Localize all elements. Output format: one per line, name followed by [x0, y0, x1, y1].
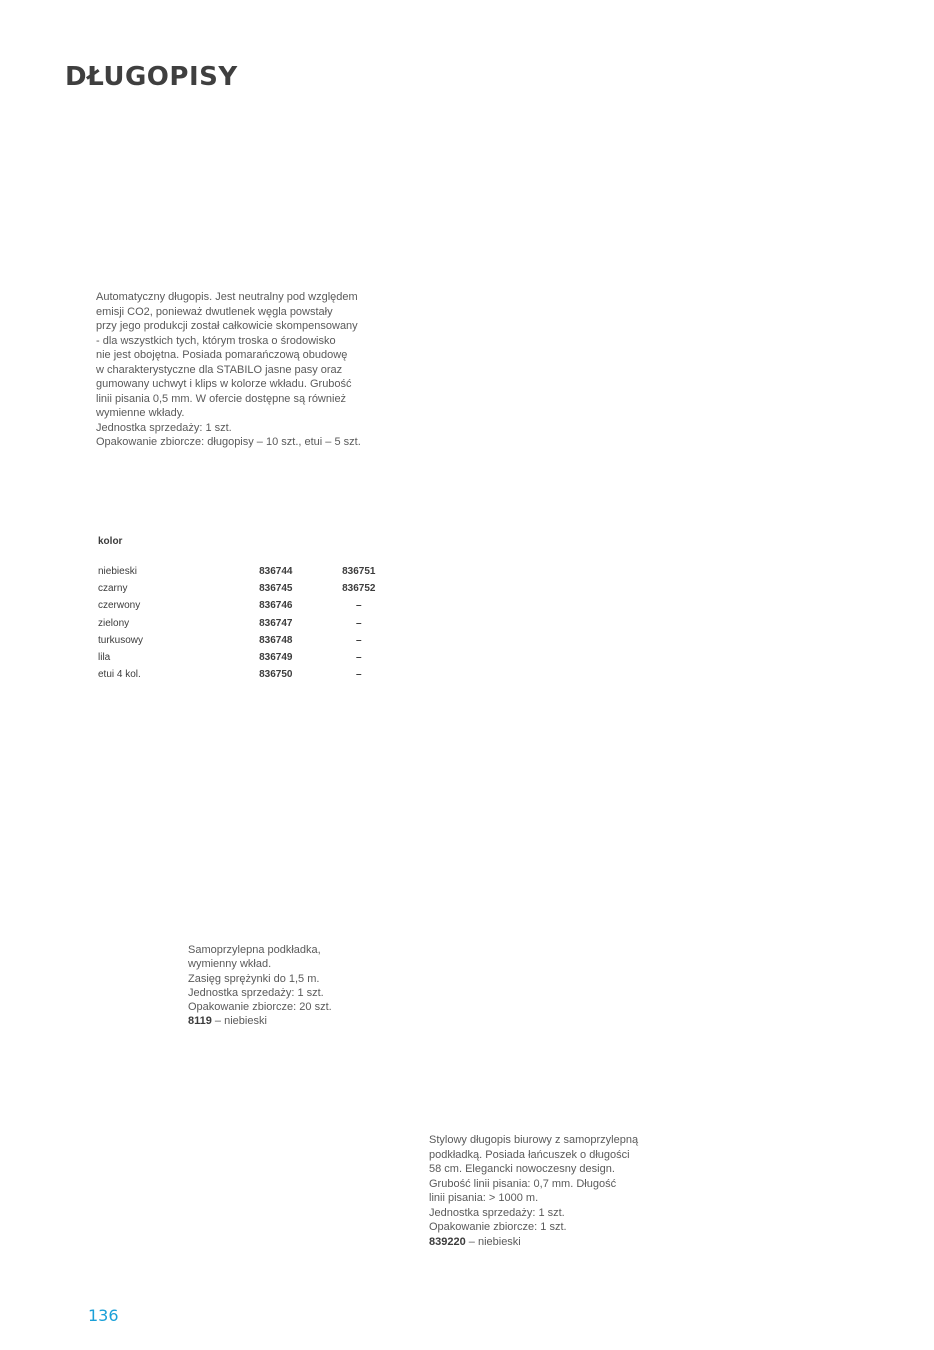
product-code: 8119	[188, 1015, 212, 1028]
refill-code: –	[356, 600, 362, 612]
description-line: przy jego produkcji został całkowicie skompensowany	[96, 320, 358, 332]
table-row	[98, 649, 388, 666]
table-row	[98, 580, 388, 597]
refill-product-description	[188, 943, 388, 1029]
color-name: lila	[98, 652, 111, 664]
description-line: Grubość linii pisania: 0,7 mm. Długość	[429, 1177, 617, 1190]
color-name: czerwony	[98, 600, 141, 612]
refill-code: 836751	[342, 566, 376, 578]
description-line: wymienne wkłady.	[96, 407, 185, 419]
description-line: Opakowanie zbiorcze: 1 szt.	[429, 1221, 567, 1233]
description-line: Jednostka sprzedaży: 1 szt.	[96, 421, 232, 434]
refill-code: –	[356, 669, 362, 681]
description-line: linii pisania: > 1000 m.	[429, 1192, 539, 1204]
color-column-header: kolor	[98, 536, 123, 547]
product-color: – niebieski	[465, 1235, 521, 1248]
description-line: linii pisania 0,5 mm. W ofercie dostępne są również	[96, 392, 347, 405]
product-code: 836750	[259, 669, 293, 681]
description-line: emisji CO2, ponieważ dwutlenek węgla powstały	[96, 305, 333, 318]
description-line: gumowany uchwyt i klips w kolorze wkładu. Grubość	[96, 378, 352, 390]
table-row	[98, 563, 388, 580]
color-name: zielony	[98, 617, 130, 629]
color-code-table	[98, 536, 388, 683]
description-line: Jednostka sprzedaży: 1 szt.	[429, 1206, 565, 1219]
page-title: DŁUGOPISY	[65, 62, 238, 92]
product-code-line	[429, 1235, 669, 1250]
refill-code: –	[356, 617, 362, 629]
product-code-line	[188, 1014, 388, 1028]
description-line: Samoprzylepna podkładka,	[188, 944, 321, 956]
product-code: 836744	[259, 566, 293, 578]
description-line: nie jest obojętna. Posiada pomarańczową obudowę	[96, 349, 348, 361]
table-row	[98, 615, 388, 632]
description-line: - dla wszystkich tych, którym troska o środowisko	[96, 334, 336, 347]
color-name: etui 4 kol.	[98, 669, 141, 681]
product-code: 836748	[259, 634, 293, 646]
color-name: turkusowy	[98, 634, 144, 646]
refill-code: 836752	[342, 583, 376, 595]
description-line: Stylowy długopis biurowy z samoprzylepną	[429, 1134, 639, 1146]
product-code: 839220	[429, 1235, 466, 1248]
description-line: Zasięg sprężynki do 1,5 m.	[188, 972, 320, 985]
table-row	[98, 597, 388, 614]
color-name: niebieski	[98, 566, 137, 578]
page-number: 136	[88, 1306, 119, 1325]
description-line: Automatyczny długopis. Jest neutralny pod względem	[96, 291, 358, 303]
table-row	[98, 632, 388, 649]
table-header-row	[98, 536, 388, 563]
color-name: czarny	[98, 583, 128, 595]
refill-code: –	[356, 634, 362, 646]
description-line: Jednostka sprzedaży: 1 szt.	[188, 986, 324, 999]
description-line: Opakowanie zbiorcze: długopisy – 10 szt., etui – 5 szt.	[96, 436, 361, 448]
description-line: wymienny wkład.	[188, 958, 272, 971]
product-code: 836746	[259, 600, 293, 612]
refill-code: –	[356, 652, 362, 664]
product-code: 836749	[259, 652, 293, 664]
description-line: Opakowanie zbiorcze: 20 szt.	[188, 1001, 332, 1014]
description-line: w charakterystyczne dla STABILO jasne pasy oraz	[96, 363, 343, 376]
description-line: podkładką. Posiada łańcuszek o długości	[429, 1148, 630, 1161]
product-code: 836745	[259, 583, 293, 595]
main-product-description	[96, 290, 386, 450]
table-row	[98, 666, 388, 683]
product-code: 836747	[259, 617, 293, 629]
description-line: 58 cm. Elegancki nowoczesny design.	[429, 1163, 615, 1175]
desk-pen-description	[429, 1133, 669, 1249]
product-color: – niebieski	[211, 1015, 267, 1028]
